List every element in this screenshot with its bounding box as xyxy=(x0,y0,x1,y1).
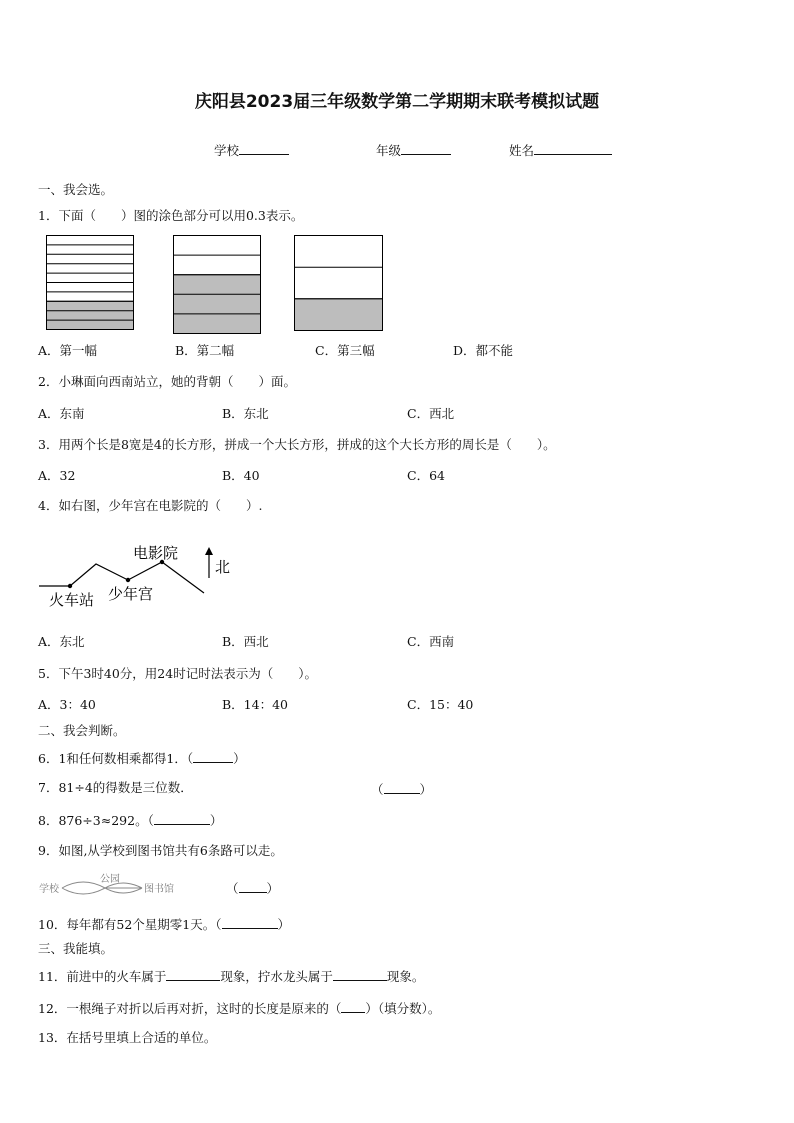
q1-option-c[interactable]: C．第三幅 xyxy=(315,343,375,358)
q8-close: ） xyxy=(209,813,223,828)
name-label: 姓名 xyxy=(509,143,535,158)
youth-palace-label: 少年宫 xyxy=(108,585,154,603)
q3-option-c[interactable]: C．64 xyxy=(407,468,445,483)
q7-close: ） xyxy=(419,782,433,797)
question-5: 5．下午3时40分，用24时记时法表示为（ ）。 xyxy=(38,666,317,681)
path-lower-1 xyxy=(62,888,105,894)
cinema-label: 电影院 xyxy=(133,544,179,562)
question-1: 1．下面（ ）图的涂色部分可以用0.3表示。 xyxy=(38,208,304,223)
question-12 xyxy=(38,999,440,1017)
station-point xyxy=(68,584,72,588)
page-title: 庆阳县2023届三年级数学第二学期期末联考模拟试题 xyxy=(194,92,600,112)
north-label: 北 xyxy=(215,558,231,576)
q2-option-b[interactable]: B．东北 xyxy=(222,406,269,421)
q9-open: （ xyxy=(226,881,239,896)
q12-answer-blank[interactable] xyxy=(341,999,365,1013)
q1-option-a[interactable]: A．第一幅 xyxy=(38,343,98,358)
section-2-heading: 二、我会判断。 xyxy=(38,723,126,738)
section-3-heading: 三、我能填。 xyxy=(38,941,114,956)
name-field[interactable] xyxy=(509,141,612,159)
q5-option-a[interactable]: A．3：40 xyxy=(38,697,96,712)
question-2: 2．小琳面向西南站立，她的背朝（ ）面。 xyxy=(38,374,296,389)
q10-answer-blank[interactable] xyxy=(222,915,278,929)
q5-option-b[interactable]: B．14：40 xyxy=(222,697,288,712)
q4-option-c[interactable]: C．西南 xyxy=(407,634,455,649)
q10-close: ） xyxy=(277,917,291,932)
q7-answer-blank[interactable] xyxy=(384,780,420,794)
path-upper-1 xyxy=(62,882,105,888)
question-4: 4．如右图，少年宫在电影院的（ ）. xyxy=(38,498,263,513)
school-field[interactable] xyxy=(214,141,289,159)
q2-option-c[interactable]: C．西北 xyxy=(407,406,455,421)
q4-option-a[interactable]: A．东北 xyxy=(38,634,85,649)
q3-option-b[interactable]: B．40 xyxy=(222,468,260,483)
q9-answer xyxy=(226,879,279,897)
q9-figure xyxy=(38,870,188,900)
figure-1-tenths xyxy=(47,236,134,330)
youth-palace-point xyxy=(126,578,130,582)
grade-blank[interactable] xyxy=(401,141,451,155)
q11-part-a: 11．前进中的火车属于 xyxy=(38,969,167,984)
q6-answer-blank[interactable] xyxy=(193,749,233,763)
path-lower-2 xyxy=(105,888,142,893)
q8-answer-blank[interactable] xyxy=(154,811,210,825)
q3-option-a[interactable]: A．32 xyxy=(38,468,76,483)
figure-3-thirds xyxy=(295,236,383,331)
question-8 xyxy=(38,811,222,829)
q1-option-d[interactable]: D．都不能 xyxy=(453,343,514,358)
question-7: 7．81÷4的得数是三位数． xyxy=(38,780,193,795)
name-blank[interactable] xyxy=(534,141,612,155)
q4-option-b[interactable]: B．西北 xyxy=(222,634,269,649)
q2-option-a[interactable]: A．东南 xyxy=(38,406,85,421)
question-9: 9．如图,从学校到图书馆共有6条路可以走。 xyxy=(38,843,283,858)
q7-open: （ xyxy=(371,782,384,797)
q12-part-a: 12．一根绳子对折以后再对折，这时的长度是原来的（ xyxy=(38,1001,342,1016)
q9-answer-blank[interactable] xyxy=(239,879,267,893)
q9-close: ） xyxy=(266,881,280,896)
station-label: 火车站 xyxy=(49,591,95,609)
section-1-heading: 一、我会选。 xyxy=(38,182,114,197)
north-arrow-head xyxy=(205,547,213,555)
q11-blank-1[interactable] xyxy=(166,967,220,981)
library-fig-label: 图书馆 xyxy=(144,884,174,895)
q11-part-c: 现象。 xyxy=(386,969,425,984)
q6-text: 6．1和任何数相乘都得1．（ xyxy=(38,751,194,766)
school-blank[interactable] xyxy=(239,141,289,155)
q5-option-c[interactable]: C．15：40 xyxy=(407,697,474,712)
q11-part-b: 现象，拧水龙头属于 xyxy=(220,969,333,984)
q1-figures xyxy=(44,233,394,335)
figure-2-fifths xyxy=(174,236,261,334)
question-6 xyxy=(38,749,246,767)
q12-part-b: ）（填分数）。 xyxy=(365,1001,441,1016)
q7-answer xyxy=(371,780,432,798)
question-3: 3．用两个长是8宽是4的长方形，拼成一个大长方形，拼成的这个大长方形的周长是（ ）。 xyxy=(38,437,556,452)
school-fig-label: 学校 xyxy=(39,884,59,895)
q6-close: ） xyxy=(233,751,246,766)
q1-option-b[interactable]: B．第二幅 xyxy=(175,343,235,358)
q10-text: 10．每年都有52个星期零1天。（ xyxy=(38,917,222,932)
school-label: 学校 xyxy=(214,143,240,158)
q8-text: 8．876÷3≈292。（ xyxy=(38,813,154,828)
question-11 xyxy=(38,967,424,985)
question-13: 13．在括号里填上合适的单位。 xyxy=(38,1030,217,1045)
q4-map xyxy=(36,538,246,614)
grade-field[interactable] xyxy=(376,141,451,159)
q11-blank-2[interactable] xyxy=(333,967,387,981)
question-10 xyxy=(38,915,290,933)
grade-label: 年级 xyxy=(376,143,402,158)
park-fig-label: 公园 xyxy=(100,874,120,885)
